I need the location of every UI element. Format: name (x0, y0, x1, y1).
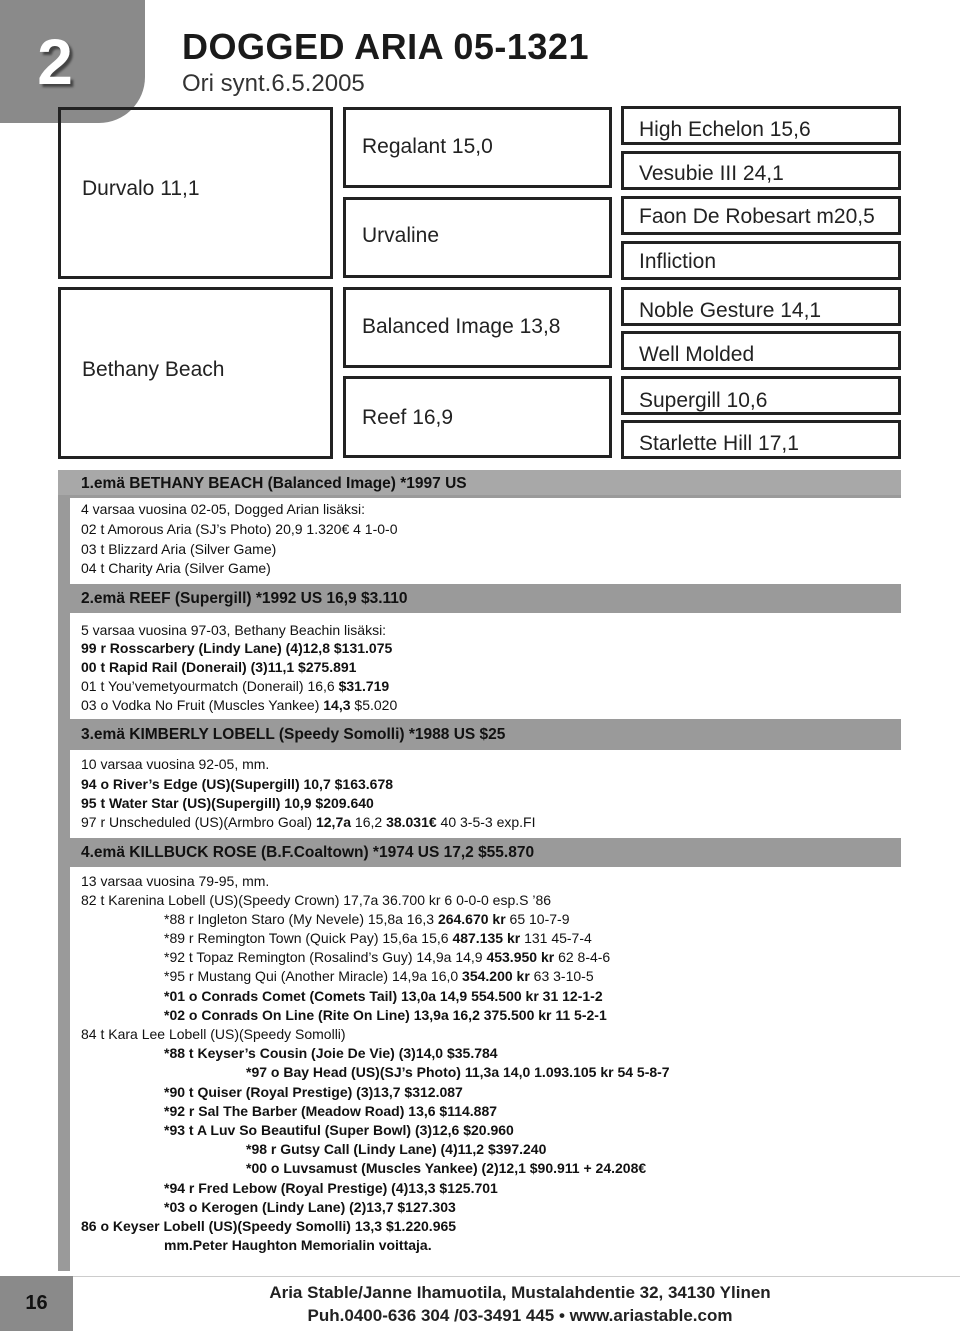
dam2-line: 5 varsaa vuosina 97-03, Bethany Beachin lisäksi: (81, 622, 387, 638)
great-grandparent-box (621, 376, 901, 415)
great-grandparent-box (621, 241, 901, 280)
dam2-text: $5.020 (350, 697, 398, 713)
dam4-earnings: 264.670 kr (437, 911, 506, 927)
dam4-line: *97 o Bay Head (US)(SJ’s Photo) 11,3a 14,0 1.093.105 kr 54 5-8-7 (246, 1064, 670, 1080)
dam3-line: 95 t Water Star (US)(Supergill) 10,9 $209.640 (81, 795, 374, 811)
dam4-line: mm.Peter Haughton Memorialin voittaja. (164, 1237, 432, 1253)
dam1-line: 04 t Charity Aria (Silver Game) (81, 560, 271, 576)
dam4-line: *02 o Conrads On Line (Rite On Line) 13,9a 16,2 375.500 kr 11 5-2-1 (164, 1007, 607, 1023)
dam2-line (81, 696, 397, 715)
grandparent-name: Regalant 15,0 (362, 135, 493, 158)
dam2-line: 99 r Rosscarbery (Lindy Lane) (4)12,8 $131.075 (81, 640, 393, 656)
great-grandparent-box (621, 151, 901, 190)
grandparent-box (343, 376, 612, 458)
dam4-text: 62 8-4-6 (554, 949, 611, 965)
dam4-earnings: 453.950 kr (486, 949, 555, 965)
dam2-line: 00 t Rapid Rail (Donerail) (3)11,1 $275.891 (81, 659, 357, 675)
dam4-line (81, 872, 269, 891)
dam4-earnings: 354.200 kr (462, 968, 530, 984)
horse-name: DOGGED ARIA 05-1321 (182, 26, 589, 67)
great-grandparent-name: High Echelon 15,6 (639, 118, 811, 141)
grandparent-box (343, 287, 612, 368)
dam2-record: 14,3 (323, 697, 351, 713)
dam4-text: 65 10-7-9 (505, 911, 570, 927)
horse-number: 2 (37, 25, 73, 98)
great-grandparent-box (621, 196, 901, 235)
dam2-text: 03 o Vodka No Fruit (Muscles Yankee) (81, 697, 324, 713)
dam4-text: 63 3-10-5 (529, 968, 594, 984)
dam4-line (164, 929, 592, 948)
grandparent-name: Urvaline (362, 224, 440, 247)
footer-address: Aria Stable/Janne Ihamuotila, Mustalahdentie 32, 34130 Ylinen (269, 1283, 771, 1302)
dam4-earnings: 487.135 kr (452, 930, 521, 946)
dam3-heading: 3.emä KIMBERLY LOBELL (Speedy Somolli) *1988 US $25 (81, 726, 506, 743)
great-grandparent-name: Supergill 10,6 (639, 389, 768, 412)
dam-name: Bethany Beach (82, 358, 225, 381)
great-grandparent-box (621, 106, 901, 145)
dam4-line: *03 o Kerogen (Lindy Lane) (2)13,7 $127.303 (164, 1199, 456, 1215)
dam4-line: *90 t Quiser (Royal Prestige) (3)13,7 $312.087 (164, 1084, 463, 1100)
dam2-text: 01 t You’vemetyourmatch (Donerail) 16,6 (81, 678, 339, 694)
dam4-text: *92 t Topaz Remington (Rosalind’s Guy) 14,9a 14,9 (164, 949, 487, 965)
dam4-text: 131 45-7-4 (520, 930, 592, 946)
dam1-line: 03 t Blizzard Aria (Silver Game) (81, 541, 277, 557)
dam4-line: *94 r Fred Lebow (Royal Prestige) (4)13,3 $125.701 (164, 1180, 498, 1196)
dam2-line (81, 677, 389, 696)
dam4-line: *01 o Conrads Comet (Comets Tail) 13,0a 14,9 554.500 kr 31 12-1-2 (164, 988, 603, 1004)
birth-date: Ori synt.6.5.2005 (182, 70, 365, 97)
sire-box (58, 107, 333, 279)
dam4-line: *88 t Keyser’s Cousin (Joie De Vie) (3)14,0 $35.784 (164, 1045, 498, 1061)
dam3-line: 94 o River’s Edge (US)(Supergill) 10,7 $163.678 (81, 776, 394, 792)
dam1-line: 02 t Amorous Aria (SJ’s Photo) 20,9 1.320€ 4 1-0-0 (81, 521, 398, 537)
great-grandparent-name: Infliction (639, 250, 717, 273)
dam4-line: *00 o Luvsamust (Muscles Yankee) (2)12,1 $90.911 + 24.208€ (246, 1160, 647, 1176)
grandparent-name: Reef 16,9 (362, 406, 454, 429)
page-number: 16 (0, 1276, 73, 1331)
dam4-text: 84 t Kara Lee Lobell (US)(Speedy Somolli) (81, 1026, 346, 1042)
dam3-text: 40 3-5-3 exp.FI (436, 814, 536, 830)
grandparent-box (343, 197, 612, 278)
dam2-earnings: $31.719 (338, 678, 390, 694)
dam4-line (164, 948, 610, 967)
dam4-text: 82 t Karenina Lobell (US)(Speedy Crown) 17,7a 36.700 kr 6 0-0-0 esp.S ’86 (81, 892, 552, 908)
dam3-text: 97 r Unscheduled (US)(Armbro Goal) (81, 814, 316, 830)
great-grandparent-box (621, 331, 901, 370)
dam4-text: *88 r Ingleton Staro (My Nevele) 15,8a 16,3 (164, 911, 438, 927)
dam4-line: *98 r Gutsy Call (Lindy Lane) (4)11,2 $397.240 (246, 1141, 547, 1157)
sire-name: Durvalo 11,1 (82, 177, 200, 200)
great-grandparent-box (621, 420, 901, 459)
dam4-text: 13 varsaa vuosina 79-95, mm. (81, 873, 270, 889)
dam1-heading: 1.emä BETHANY BEACH (Balanced Image) *1997 US (81, 475, 467, 492)
dam4-line (81, 1025, 346, 1044)
dam4-line (81, 891, 551, 910)
footer-contact: Puh.0400-636 304 /03-3491 445 • www.ariastable.com (307, 1306, 733, 1325)
grandparent-name: Balanced Image 13,8 (362, 315, 561, 338)
dam4-line: *92 r Sal The Barber (Meadow Road) 13,6 $114.887 (164, 1103, 498, 1119)
great-grandparent-name: Faon De Robesart m20,5 (639, 205, 875, 228)
great-grandparent-box (621, 287, 901, 326)
dam4-line (164, 967, 594, 986)
dam3-line: 10 varsaa vuosina 92-05, mm. (81, 756, 270, 772)
dam4-line: *93 t A Luv So Beautiful (Super Bowl) (3)12,6 $20.960 (164, 1122, 514, 1138)
dam4-text: *95 r Mustang Qui (Another Miracle) 14,9a 16,0 (164, 968, 463, 984)
dam-box (58, 287, 333, 459)
dam2-heading: 2.emä REEF (Supergill) *1992 US 16,9 $3.110 (81, 590, 408, 607)
dam3-earnings: 38.031€ (386, 814, 437, 830)
footer-divider (60, 1276, 960, 1277)
great-grandparent-name: Noble Gesture 14,1 (639, 299, 822, 322)
great-grandparent-name: Vesubie III 24,1 (639, 162, 784, 185)
grandparent-box (343, 107, 612, 188)
dam4-line: 86 o Keyser Lobell (US)(Speedy Somolli) 13,3 $1.220.965 (81, 1218, 457, 1234)
dam4-line (164, 910, 570, 929)
dam3-record: 12,7a (315, 814, 352, 830)
dam4-text: *89 r Remington Town (Quick Pay) 15,6a 15,6 (164, 930, 453, 946)
dam4-heading: 4.emä KILLBUCK ROSE (B.F.Coaltown) *1974 US 17,2 $55.870 (81, 844, 535, 861)
dam1-line: 4 varsaa vuosina 02-05, Dogged Arian lisäksi: (81, 501, 366, 517)
great-grandparent-name: Well Molded (639, 343, 755, 366)
dam3-line (81, 813, 536, 832)
great-grandparent-name: Starlette Hill 17,1 (639, 432, 799, 455)
dam3-text: 16,2 (351, 814, 387, 830)
